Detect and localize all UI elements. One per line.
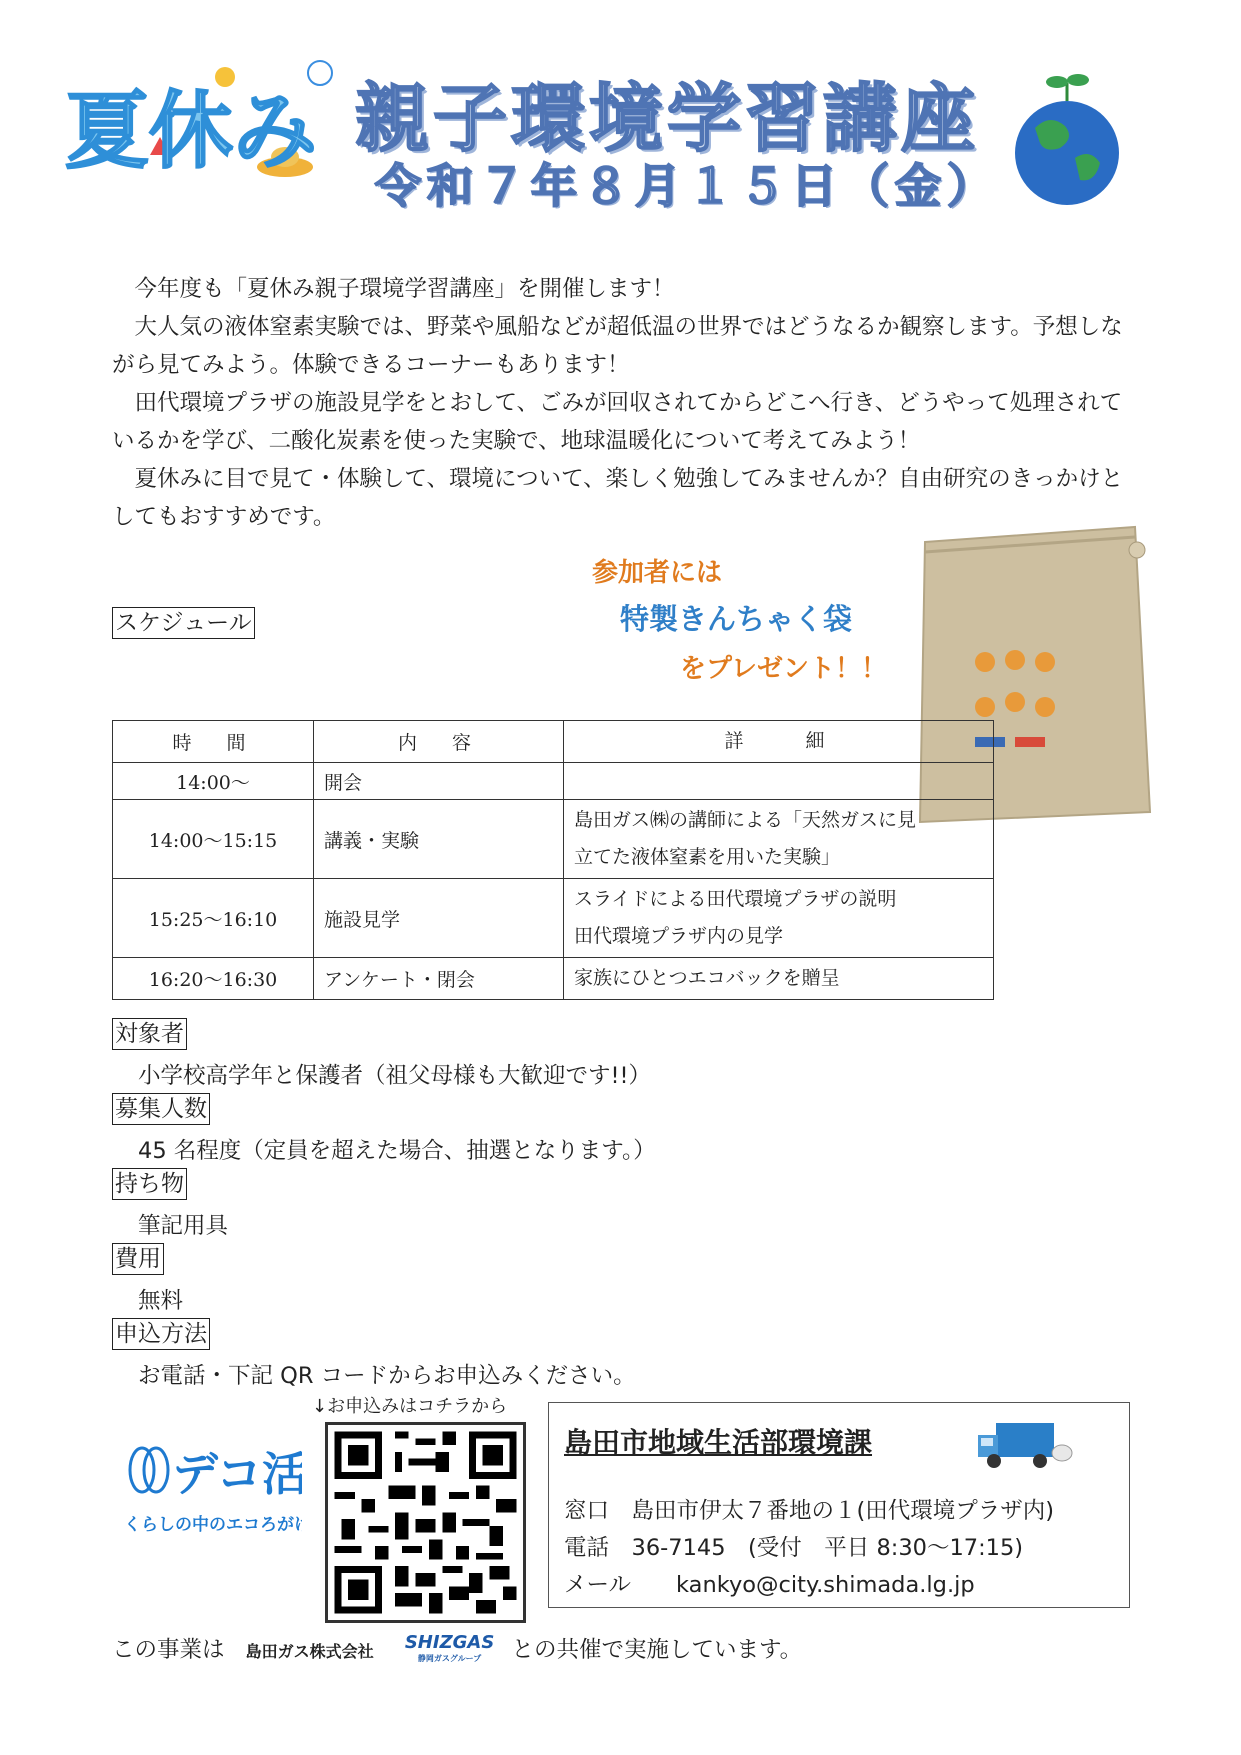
contact-mail[interactable]: メール kankyo@city.shimada.lg.jp bbox=[564, 1572, 975, 1598]
footer-note bbox=[112, 1632, 802, 1667]
row-detail-line: 島田ガス㈱の講師による「天然ガスに見 bbox=[574, 809, 917, 831]
bring-label: 持ち物 bbox=[112, 1168, 187, 1200]
schedule-label: スケジュール bbox=[112, 607, 255, 639]
globe-sprout-icon bbox=[1005, 68, 1135, 208]
sponsor-shizgas-sub: 静岡ガスグループ bbox=[417, 1653, 482, 1663]
row-detail bbox=[564, 800, 994, 879]
footer-note-suffix: との共催で実施しています。 bbox=[511, 1637, 803, 1663]
sponsor-shizgas-logo bbox=[404, 1631, 495, 1667]
cost-text: 無料 bbox=[138, 1288, 184, 1314]
intro-line: 今年度も「夏休み親子環境学習講座」を開催します！ bbox=[134, 276, 675, 302]
logo-text: 夏休み bbox=[65, 82, 318, 180]
row-content: 講義・実験 bbox=[314, 800, 564, 879]
table-row bbox=[113, 763, 994, 800]
contact-box bbox=[548, 1402, 1130, 1608]
apply-text: お電話・下記 QR コードからお申込みください。 bbox=[138, 1363, 636, 1389]
header-detail: 詳 細 bbox=[564, 721, 994, 763]
table-row bbox=[113, 800, 994, 879]
intro-line: 田代環境プラザの施設見学をとおして、ごみが回収されてからどこへ行き、どうやって処理されているかを学び、二酸化炭素を使った実験で、地球温暖化について考えてみよう！ bbox=[112, 390, 1123, 454]
row-time: 16:20～16:30 bbox=[113, 958, 314, 1000]
row-detail: 家族にひとつエコバックを贈呈 bbox=[564, 958, 994, 1000]
table-header-row bbox=[113, 721, 994, 763]
contact-window: 窓口 島田市伊太７番地の１(田代環境プラザ内) bbox=[564, 1498, 1055, 1524]
row-time: 14:00～15:15 bbox=[113, 800, 314, 879]
row-detail bbox=[564, 763, 994, 800]
row-detail-line: スライドによる田代環境プラザの説明 bbox=[574, 888, 897, 910]
present-line-3: をプレゼント！！ bbox=[680, 654, 887, 684]
schedule-table bbox=[112, 720, 994, 1000]
row-detail bbox=[564, 879, 994, 958]
row-time: 14:00～ bbox=[113, 763, 314, 800]
sponsor-shimada-gas: 島田ガス株式会社 bbox=[245, 1642, 374, 1661]
intro-line: 大人気の液体窒素実験では、野菜や風船などが超低温の世界ではどうなるか観察します。予想しながら見てみよう。体験できるコーナーもあります！ bbox=[112, 314, 1123, 378]
contact-phone: 電話 36-7145 (受付 平日 8:30～17:15) bbox=[564, 1535, 1024, 1561]
qr-caption: ↓お申込みはコチラから bbox=[312, 1396, 508, 1417]
row-content: 開会 bbox=[314, 763, 564, 800]
intro-line: 夏休みに目で見て・体験して、環境について、楽しく勉強してみませんか？自由研究のきっかけとしてもおすすめです。 bbox=[112, 466, 1124, 530]
recruit-text: 45 名程度（定員を超えた場合、抽選となります。） bbox=[138, 1138, 656, 1164]
row-detail-line: 立てた液体窒素を用いた実験」 bbox=[574, 846, 841, 868]
decokatsu-logo bbox=[122, 1435, 302, 1545]
row-content: 施設見学 bbox=[314, 879, 564, 958]
qr-code[interactable] bbox=[325, 1422, 526, 1623]
target-text: 小学校高学年と保護者（祖父母様も大歓迎です!!） bbox=[138, 1063, 652, 1089]
header-content: 内 容 bbox=[314, 721, 564, 763]
row-detail-line: 田代環境プラザ内の見学 bbox=[574, 925, 784, 947]
present-line-2: 特製きんちゃく袋 bbox=[620, 602, 853, 636]
cost-label: 費用 bbox=[112, 1243, 164, 1275]
present-line-1: 参加者には bbox=[592, 558, 723, 588]
summer-vacation-logo bbox=[55, 55, 345, 185]
table-row bbox=[113, 879, 994, 958]
decokatsu-title: デコ活 bbox=[172, 1447, 302, 1501]
header-time: 時 間 bbox=[113, 721, 314, 763]
recruit-label: 募集人数 bbox=[112, 1093, 210, 1125]
table-row bbox=[113, 958, 994, 1000]
apply-label: 申込方法 bbox=[112, 1318, 210, 1350]
garbage-truck-icon bbox=[974, 1417, 1074, 1475]
row-content: アンケート・閉会 bbox=[314, 958, 564, 1000]
target-label: 対象者 bbox=[112, 1018, 187, 1050]
footer-note-prefix: この事業は bbox=[112, 1637, 225, 1663]
leaf-icon bbox=[130, 1448, 154, 1492]
decokatsu-subtitle: くらしの中のエコろがけ bbox=[124, 1515, 302, 1535]
contact-title: 島田市地域生活部環境課 bbox=[564, 1426, 873, 1459]
intro-text bbox=[112, 270, 1142, 536]
row-time: 15:25～16:10 bbox=[113, 879, 314, 958]
event-date: 令和７年８月１５日（金） bbox=[375, 159, 999, 213]
bring-text: 筆記用具 bbox=[138, 1213, 229, 1239]
page-title: 親子環境学習講座 bbox=[355, 76, 979, 162]
sponsor-shizgas-name: SHIZGAS bbox=[404, 1631, 495, 1653]
